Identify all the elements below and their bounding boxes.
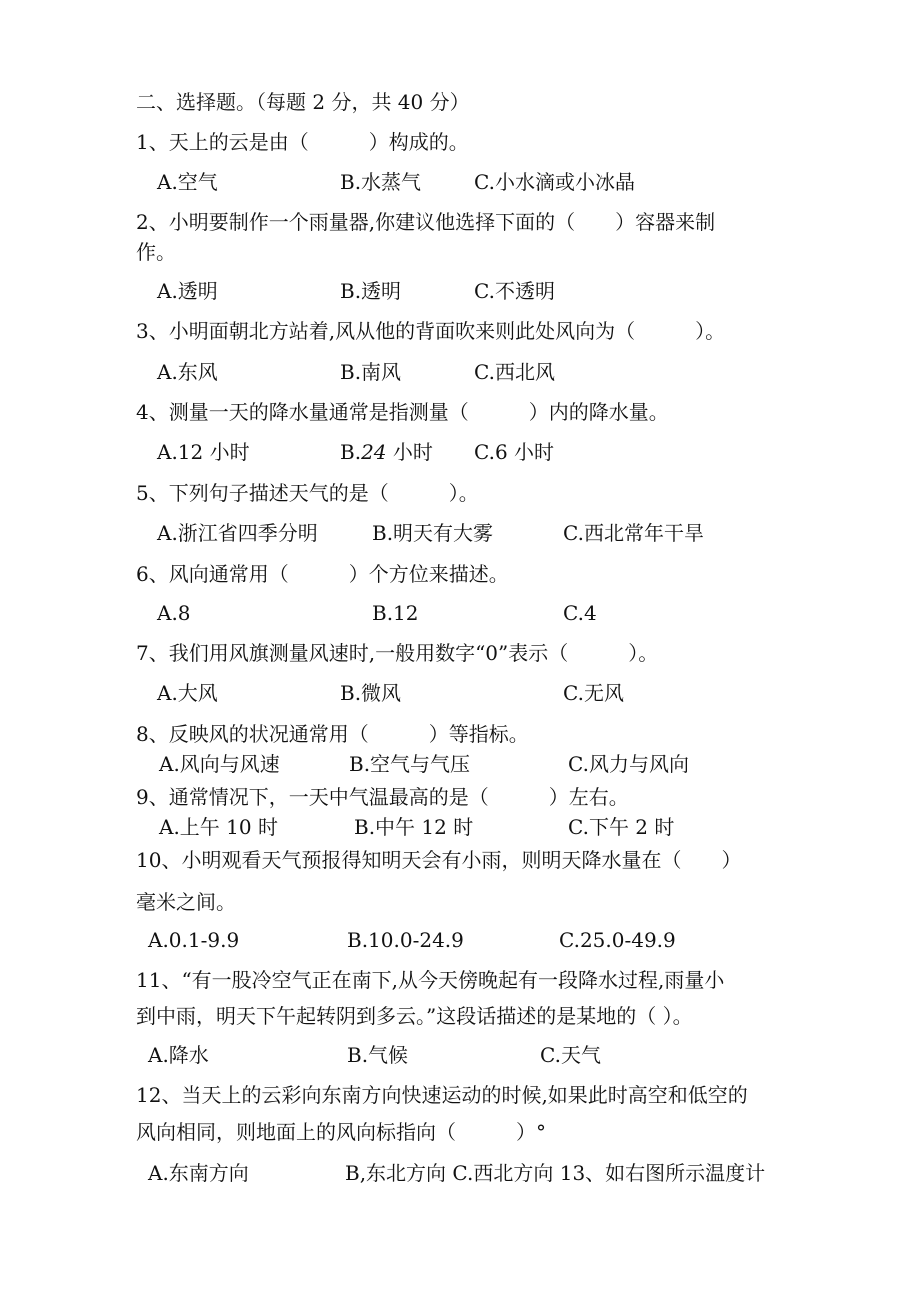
question-11-stem-line-1: 11、“有一股冷空气正在南下,从今天傍晚起有一段降水过程,雨量小 bbox=[136, 968, 725, 992]
question-6-option-b: B.12 bbox=[372, 601, 419, 625]
question-2-option-a: A.透明 bbox=[157, 279, 218, 303]
question-4-option-c: C.6 小时 bbox=[474, 440, 555, 464]
question-10-option-c: C.25.0-49.9 bbox=[559, 928, 676, 952]
question-1-option-c: C.小水滴或小冰晶 bbox=[474, 170, 635, 194]
question-6-option-c: C.4 bbox=[563, 601, 597, 625]
question-12-stem-line-1: 12、当天上的云彩向东南方向快速运动的时候,如果此时高空和低空的 bbox=[136, 1083, 748, 1107]
question-12-option-a: A.东南方向 bbox=[148, 1161, 249, 1185]
question-3-option-a: A.东风 bbox=[157, 360, 218, 384]
question-9-option-b: B.中午 12 时 bbox=[354, 815, 474, 839]
question-4-option-b bbox=[340, 439, 433, 465]
question-10-stem-line-1: 10、小明观看天气预报得知明天会有小雨，则明天降水量在（ ） bbox=[136, 848, 742, 872]
question-2-option-c: C.不透明 bbox=[474, 279, 555, 303]
question-9-stem: 9、通常情况下，一天中气温最高的是（ ）左右。 bbox=[136, 785, 629, 809]
section-title: 二、选择题。（每题 2 分，共 40 分） bbox=[136, 90, 470, 114]
question-8-option-b: B.空气与气压 bbox=[349, 752, 471, 776]
question-4-stem: 4、测量一天的降水量通常是指测量（ ）内的降水量。 bbox=[136, 400, 669, 424]
question-3-option-c: C.西北风 bbox=[474, 360, 555, 384]
question-2-stem-line-2: 作。 bbox=[136, 240, 176, 264]
question-1-stem: 1、天上的云是由（ ）构成的。 bbox=[136, 130, 469, 154]
question-3-stem: 3、小明面朝北方站着,风从他的背面吹来则此处风向为（ ）。 bbox=[136, 319, 726, 343]
question-12-option-b-c-and-next: B,东北方向 C.西北方向 13、如右图所示温度计 bbox=[345, 1161, 766, 1185]
question-10-option-a: A.0.1-9.9 bbox=[148, 928, 240, 952]
question-12-stem-line-2: 风向相同，则地面上的风向标指向（ ）° bbox=[136, 1120, 546, 1144]
question-7-option-a: A.大风 bbox=[157, 681, 218, 705]
question-10-stem-line-2: 毫米之间。 bbox=[136, 890, 236, 914]
question-11-option-c: C.天气 bbox=[540, 1043, 601, 1067]
question-5-option-b: B.明天有大雾 bbox=[372, 521, 494, 545]
question-5-option-a: A.浙江省四季分明 bbox=[157, 521, 318, 545]
question-5-option-c: C.西北常年干旱 bbox=[563, 521, 704, 545]
question-4-option-b-prefix: B. bbox=[340, 440, 362, 464]
question-9-option-a: A.上午 10 时 bbox=[159, 815, 278, 839]
question-4-option-a: A.12 小时 bbox=[157, 440, 250, 464]
question-7-stem: 7、我们用风旗测量风速时,一般用数字“0”表示（ ）。 bbox=[136, 641, 659, 665]
question-8-option-a: A.风向与风速 bbox=[159, 752, 280, 776]
question-1-option-a: A.空气 bbox=[157, 170, 218, 194]
question-2-stem-line-1: 2、小明要制作一个雨量器,你建议他选择下面的（ ）容器来制 bbox=[136, 210, 716, 234]
question-8-option-c: C.风力与风向 bbox=[568, 752, 689, 776]
question-3-option-b: B.南风 bbox=[340, 360, 402, 384]
question-6-option-a: A.8 bbox=[157, 601, 191, 625]
question-11-stem-line-2: 到中雨，明天下午起转阴到多云。”这段话描述的是某地的（ ）。 bbox=[136, 1004, 693, 1028]
question-4-option-b-unit: 小时 bbox=[392, 440, 433, 464]
question-5-stem: 5、下列句子描述天气的是（ ）。 bbox=[136, 481, 479, 505]
question-6-stem: 6、风向通常用（ ）个方位来描述。 bbox=[136, 562, 509, 586]
question-9-option-c: C.下午 2 时 bbox=[568, 815, 675, 839]
question-4-option-b-number: 24 bbox=[361, 440, 387, 464]
question-1-option-b: B.水蒸气 bbox=[340, 170, 422, 194]
question-7-option-c: C.无风 bbox=[563, 681, 624, 705]
question-7-option-b: B.微风 bbox=[340, 681, 402, 705]
question-2-option-b: B.透明 bbox=[340, 279, 402, 303]
question-10-option-b: B.10.0-24.9 bbox=[347, 928, 464, 952]
question-8-stem: 8、反映风的状况通常用（ ）等指标。 bbox=[136, 722, 529, 746]
question-11-option-b: B.气候 bbox=[347, 1043, 409, 1067]
question-11-option-a: A.降水 bbox=[148, 1043, 209, 1067]
